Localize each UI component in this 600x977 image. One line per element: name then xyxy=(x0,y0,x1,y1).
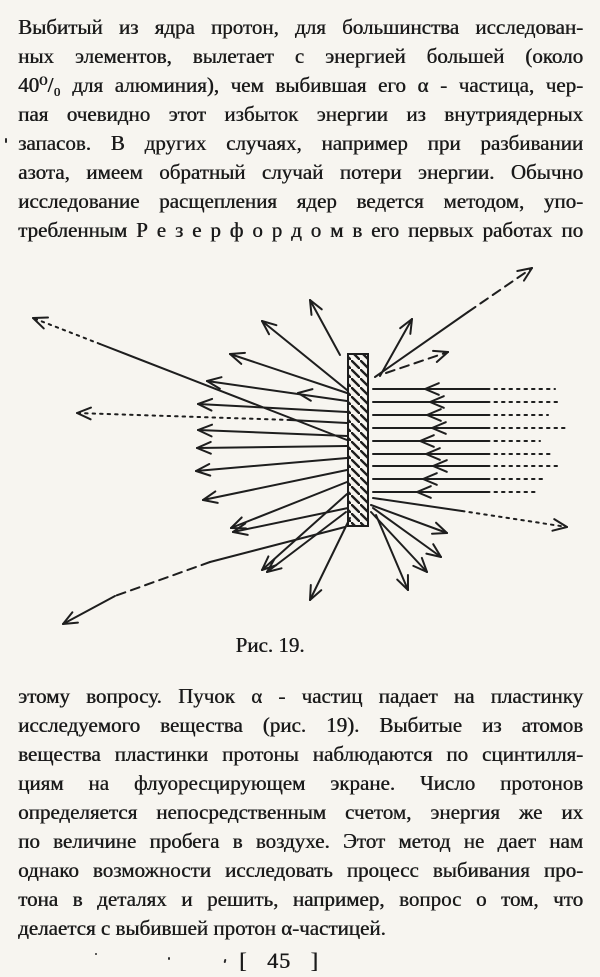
paragraph-line: определяется непосредственным счетом, энергия же их xyxy=(18,800,583,824)
figure-arrow-stroke xyxy=(376,515,408,590)
paragraph-line: исследование расщепления ядер ведется методом, упо- xyxy=(18,189,583,213)
figure-arrow-stroke xyxy=(400,319,412,328)
figure-arrow-stroke xyxy=(115,562,210,596)
figure-arrow-stroke xyxy=(203,500,218,503)
figure-arrow-stroke xyxy=(371,505,447,533)
figure-arrow-stroke xyxy=(426,554,441,557)
paragraph-line: требленным Р е з е р ф о р д о м в его первых работах по xyxy=(18,218,583,242)
figure-caption: Рис. 19. xyxy=(235,633,305,657)
figure-arrow-stroke xyxy=(310,300,322,309)
figure-arrow-stroke xyxy=(298,393,311,401)
paragraph-line: запасов. В других случаях, например при разбивании xyxy=(18,131,583,155)
figure-arrow-stroke xyxy=(262,321,276,325)
figure-arrow-stroke xyxy=(197,446,347,448)
figure-arrow-stroke xyxy=(432,533,447,534)
figure-arrow-stroke xyxy=(373,508,441,557)
figure-arrow-stroke xyxy=(423,479,437,485)
figure-arrow-stroke xyxy=(33,318,44,328)
figure-arrow-stroke xyxy=(432,428,446,434)
figure-arrow-stroke xyxy=(432,422,446,428)
figure-arrow-stroke xyxy=(207,381,220,389)
figure-arrow-stroke xyxy=(231,482,347,528)
figure-arrow-stroke xyxy=(373,498,462,511)
figure-arrow-stroke xyxy=(420,441,434,447)
figure-arrow-stroke xyxy=(203,470,347,500)
figure-arrow-stroke xyxy=(433,460,447,466)
figure-arrow-stroke xyxy=(207,381,347,401)
figure-arrow-stroke xyxy=(233,523,245,532)
figure-arrow-stroke xyxy=(413,566,427,572)
figure-arrow-stroke xyxy=(231,517,242,528)
figure-arrow-stroke xyxy=(371,512,427,572)
figure-arrow-stroke xyxy=(262,321,347,390)
paragraph-line: пая очевидно этот избыток энергии из внутриядерных xyxy=(18,102,583,126)
figure-arrow-stroke xyxy=(386,352,448,373)
paragraph-line: азота, имеем обратный случай потери энергии. Обычно xyxy=(18,160,583,184)
figure-arrow-stroke xyxy=(63,623,78,624)
figure-arrow-stroke xyxy=(422,558,427,572)
figure-arrow-stroke xyxy=(375,312,468,377)
figure-arrow-stroke xyxy=(196,464,209,471)
figure-arrow-stroke xyxy=(410,319,412,334)
figure-arrow-stroke xyxy=(262,494,347,570)
figure-arrow-stroke xyxy=(196,458,347,471)
figure-arrow-stroke xyxy=(430,396,444,402)
figure-arrow-stroke xyxy=(207,377,222,381)
figure-arrow-stroke xyxy=(426,448,440,454)
paragraph-line: по величине пробега в воздухе. Этот метод не дает нам xyxy=(18,829,583,853)
figure-arrow-stroke xyxy=(197,442,211,448)
figure-arrow-stroke xyxy=(230,353,245,354)
figure-arrow-stroke xyxy=(196,471,210,476)
figure-arrow-stroke xyxy=(233,508,348,532)
figure-arrow-stroke xyxy=(425,389,439,395)
figure-arrow-stroke xyxy=(426,454,440,460)
figure-arrow-stroke xyxy=(417,492,431,498)
figure-arrow-stroke xyxy=(262,565,276,570)
figure-arrow-stroke xyxy=(310,300,340,355)
figure-arrow-stroke xyxy=(290,420,347,423)
figure-arrow-stroke xyxy=(197,448,211,454)
figure-arrow-stroke xyxy=(267,559,274,572)
scan-speckle xyxy=(168,957,170,960)
figure-arrow-stroke xyxy=(198,430,347,436)
paragraph-line: этому вопросу. Пучок α - частиц падает на пластинку xyxy=(18,684,583,708)
figure-arrow-stroke xyxy=(462,511,567,527)
paragraph-line: 40⁰/₀ для алюминия), чем выбившая его α - частица, чер- xyxy=(18,73,583,97)
figure-arrow-stroke xyxy=(554,519,567,527)
figure-arrow-stroke xyxy=(524,268,532,281)
paragraph-line: тона в деталях и решить, например, вопрос о том, что xyxy=(18,887,583,911)
figure-arrow-stroke xyxy=(433,544,441,557)
figure-arrow-stroke xyxy=(198,404,211,411)
target-plate xyxy=(348,354,368,526)
figure-arrow-stroke xyxy=(517,268,532,271)
figure-arrow-stroke xyxy=(262,556,268,570)
figure-arrow-stroke xyxy=(436,523,447,533)
figure-arrow-stroke xyxy=(437,352,448,362)
figure-arrow-stroke xyxy=(267,512,346,572)
figure-arrow-stroke xyxy=(77,413,290,420)
figure-arrow-stroke xyxy=(310,590,321,600)
figure-arrow-stroke xyxy=(233,532,248,535)
figure-arrow-stroke xyxy=(423,473,437,479)
figure-arrow-stroke xyxy=(427,409,441,415)
figure-arrow-stroke xyxy=(63,596,115,624)
figure-arrow-stroke xyxy=(198,425,212,430)
paragraph-line: циям на флуоресцирующем экране. Число протонов xyxy=(18,771,583,795)
page-number: [ 45 ] xyxy=(239,948,319,973)
figure-arrow-stroke xyxy=(468,268,532,312)
paragraph-line: Выбитый из ядра протон, для большинства исследован- xyxy=(18,15,583,39)
figure-arrow-stroke xyxy=(198,404,347,412)
figure-arrow-stroke xyxy=(298,389,312,393)
figure-arrow-stroke xyxy=(77,408,91,413)
figure-arrow-stroke xyxy=(262,321,269,334)
figure-arrow-stroke xyxy=(310,300,311,315)
paragraph-line: делается с выбившей протон α-частицей. xyxy=(18,916,386,940)
figure-arrow-stroke xyxy=(230,354,241,364)
paragraph-line: ных элементов, вылетает с энергией большей (около xyxy=(18,44,583,68)
paragraph-bottom xyxy=(18,682,583,943)
figure-arrow-stroke xyxy=(310,518,350,600)
paragraph-top xyxy=(18,13,583,245)
figure-arrow-stroke xyxy=(210,527,345,562)
paragraph-line: вещества пластинки протоны наблюдаются по сцинтилля- xyxy=(18,742,583,766)
figure-arrow-stroke xyxy=(427,415,441,421)
figure-arrow-stroke xyxy=(417,486,431,492)
figure-arrow-stroke xyxy=(198,430,212,436)
paragraph-line: исследуемого вещества (рис. 19). Выбитые из атомов xyxy=(18,713,583,737)
figure-arrow-stroke xyxy=(433,351,448,352)
figure-arrow-stroke xyxy=(380,319,412,376)
paragraph-line: однако возможности исследовать процесс выбивания про- xyxy=(18,858,583,882)
scan-speckle xyxy=(95,953,97,955)
figure-arrow-stroke xyxy=(33,318,100,344)
figure-arrow-stroke xyxy=(63,612,72,624)
figure-arrow-stroke xyxy=(100,344,347,440)
figure-arrow-stroke xyxy=(420,435,434,441)
figure-arrow-stroke xyxy=(425,383,439,389)
figure-arrow-stroke xyxy=(397,580,408,590)
figure-arrow-stroke xyxy=(267,568,282,572)
figure-arrow-stroke xyxy=(77,413,91,419)
figure-arrow-stroke xyxy=(552,527,567,531)
figure-arrow-stroke xyxy=(230,354,347,393)
scan-speckle xyxy=(5,138,7,143)
figure-arrow-stroke xyxy=(310,585,311,600)
figure-arrow-stroke xyxy=(433,466,447,472)
figure-arrow-stroke xyxy=(203,491,215,500)
figure-arrow-stroke xyxy=(430,402,444,408)
figure-arrow-stroke xyxy=(198,399,212,404)
